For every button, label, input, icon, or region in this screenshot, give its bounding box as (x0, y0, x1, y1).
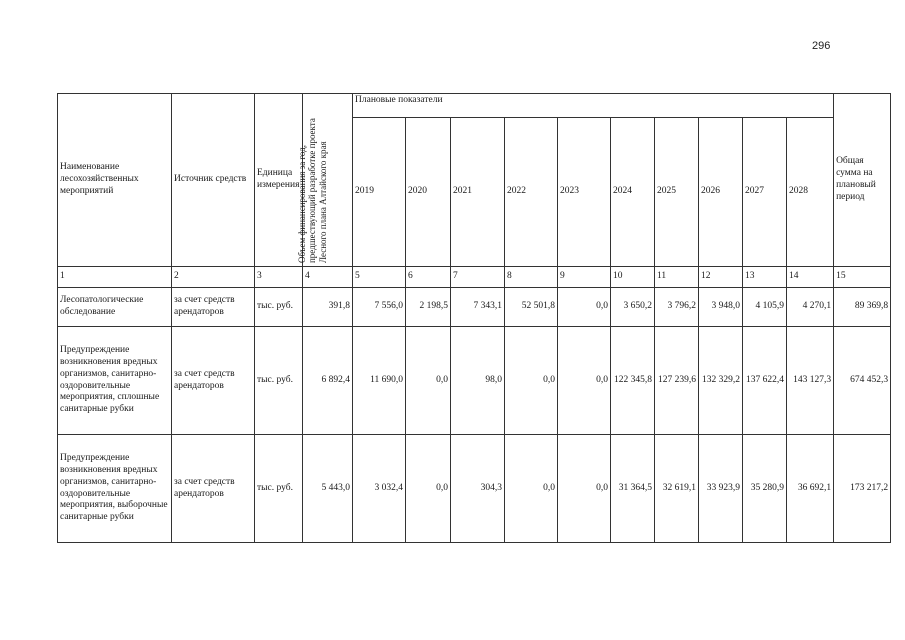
year-value: 143 127,3 (787, 327, 834, 435)
year-value: 0,0 (505, 435, 558, 543)
total-value: 89 369,8 (834, 288, 891, 327)
header-year: 2024 (611, 117, 655, 266)
year-value: 137 622,4 (743, 327, 787, 435)
column-number: 8 (505, 267, 558, 288)
year-value: 0,0 (505, 327, 558, 435)
column-number-row (58, 267, 891, 288)
funding-source: за счет средств арендаторов (172, 288, 255, 327)
header-year: 2027 (743, 117, 787, 266)
prior-volume: 391,8 (303, 288, 353, 327)
activity-name: Лесопатологические обследование (58, 288, 172, 327)
activity-name: Предупреждение возникновения вредных организмов, санитарно-оздоровительные мероприятия, выборочные санитарные рубки (58, 435, 172, 543)
column-number: 5 (353, 267, 406, 288)
page-number: 296 (812, 40, 831, 52)
forest-activities-table (57, 93, 891, 543)
year-value: 3 796,2 (655, 288, 699, 327)
table-row (58, 288, 891, 327)
column-number: 3 (255, 267, 303, 288)
header-year: 2020 (406, 117, 451, 266)
header-total: Общая сумма на плановый период (834, 94, 891, 267)
year-value: 122 345,8 (611, 327, 655, 435)
header-year: 2021 (451, 117, 505, 266)
column-number: 10 (611, 267, 655, 288)
total-value: 173 217,2 (834, 435, 891, 543)
header-year: 2023 (558, 117, 611, 266)
activity-name: Предупреждение возникновения вредных организмов, санитарно-оздоровительные мероприятия, сплошные санитарные рубки (58, 327, 172, 435)
year-value: 4 105,9 (743, 288, 787, 327)
table-row (58, 435, 891, 543)
column-number: 4 (303, 267, 353, 288)
year-value: 3 650,2 (611, 288, 655, 327)
column-number: 13 (743, 267, 787, 288)
column-number: 2 (172, 267, 255, 288)
prior-volume: 5 443,0 (303, 435, 353, 543)
header-year: 2026 (699, 117, 743, 266)
year-value: 132 329,2 (699, 327, 743, 435)
year-value: 32 619,1 (655, 435, 699, 543)
year-value: 4 270,1 (787, 288, 834, 327)
column-number: 14 (787, 267, 834, 288)
column-number: 11 (655, 267, 699, 288)
year-value: 7 556,0 (353, 288, 406, 327)
unit: тыс. руб. (255, 288, 303, 327)
table-row (58, 327, 891, 435)
header-year: 2025 (655, 117, 699, 266)
year-value: 0,0 (558, 435, 611, 543)
header-planned: Плановые показатели (353, 94, 834, 118)
column-number: 15 (834, 267, 891, 288)
year-value: 0,0 (558, 327, 611, 435)
year-value: 33 923,9 (699, 435, 743, 543)
year-value: 36 692,1 (787, 435, 834, 543)
year-value: 0,0 (558, 288, 611, 327)
year-value: 0,0 (406, 327, 451, 435)
year-value: 52 501,8 (505, 288, 558, 327)
column-number: 1 (58, 267, 172, 288)
year-value: 3 948,0 (699, 288, 743, 327)
column-number: 7 (451, 267, 505, 288)
funding-source: за счет средств арендаторов (172, 327, 255, 435)
year-value: 11 690,0 (353, 327, 406, 435)
year-value: 304,3 (451, 435, 505, 543)
year-value: 3 032,4 (353, 435, 406, 543)
prior-volume: 6 892,4 (303, 327, 353, 435)
total-value: 674 452,3 (834, 327, 891, 435)
header-year: 2019 (353, 117, 406, 266)
unit: тыс. руб. (255, 435, 303, 543)
unit: тыс. руб. (255, 327, 303, 435)
column-number: 12 (699, 267, 743, 288)
column-number: 9 (558, 267, 611, 288)
year-value: 98,0 (451, 327, 505, 435)
year-value: 35 280,9 (743, 435, 787, 543)
year-value: 0,0 (406, 435, 451, 543)
year-value: 2 198,5 (406, 288, 451, 327)
header-year: 2028 (787, 117, 834, 266)
year-value: 7 343,1 (451, 288, 505, 327)
header-prior-volume: Объем финансирования за год, предшествующий разработке проекта Лесного плана Алтайского края (296, 118, 328, 263)
header-source: Источник средств (172, 94, 255, 267)
header-activity: Наименование лесохозяйственных мероприятий (58, 94, 172, 267)
header-year: 2022 (505, 117, 558, 266)
header-unit: Единица измерения (255, 94, 303, 267)
header-prior-volume-cell (296, 94, 353, 267)
year-value: 31 364,5 (611, 435, 655, 543)
header-row-top (58, 94, 891, 118)
column-number: 6 (406, 267, 451, 288)
funding-source: за счет средств арендаторов (172, 435, 255, 543)
year-value: 127 239,6 (655, 327, 699, 435)
